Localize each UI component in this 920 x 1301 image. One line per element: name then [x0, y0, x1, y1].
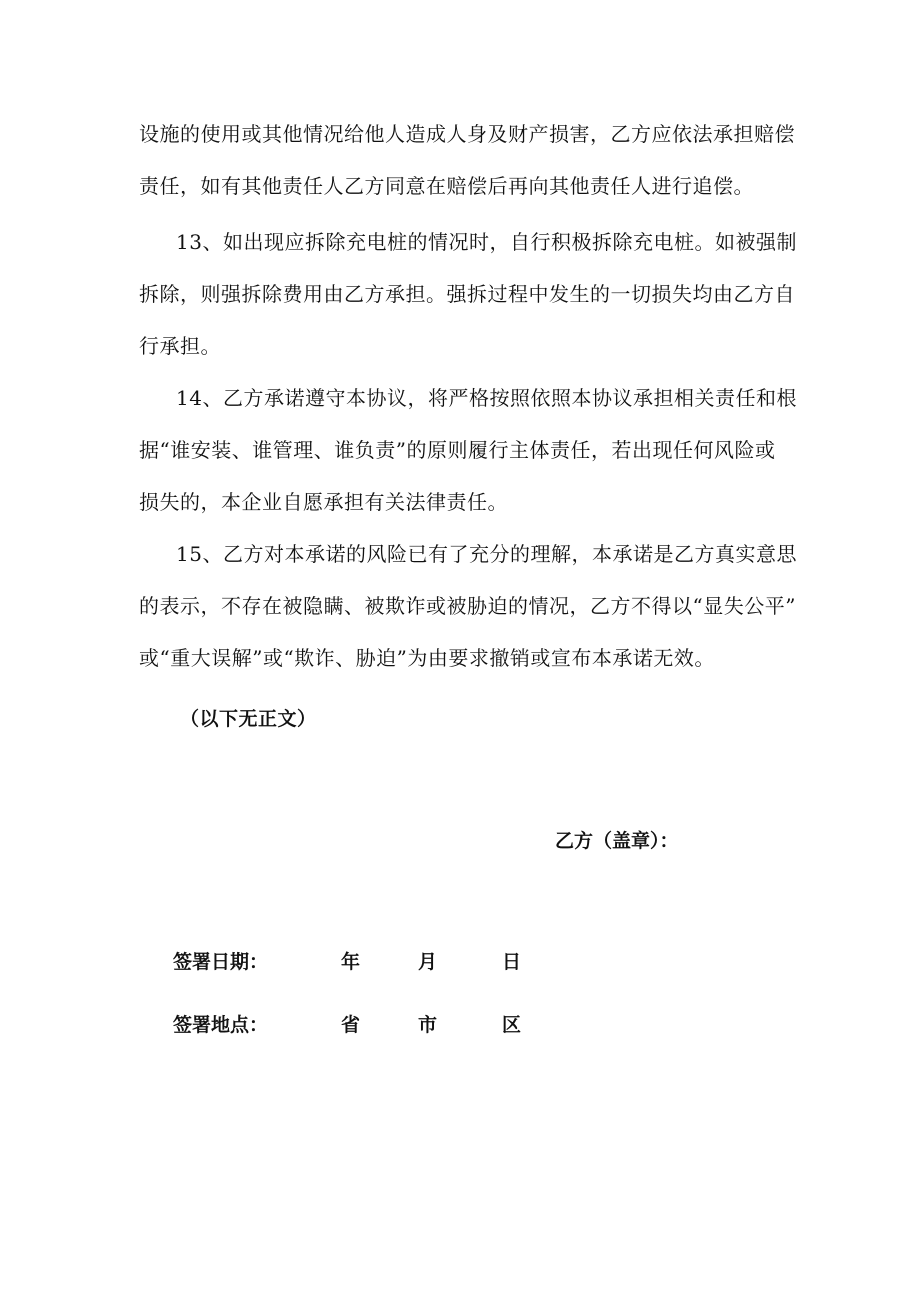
paragraph-13-line-2: 拆除，则强拆除费用由乙方承担。强拆过程中发生的一切损失均由乙方自 — [139, 282, 795, 306]
sign-place-label: 签署地点： — [173, 1014, 269, 1036]
paragraph-12-line-2: 责任，如有其他责任人乙方同意在赔偿后再向其他责任人进行追偿。 — [139, 174, 754, 198]
paragraph-15-line-1: 15、乙方对本承诺的风险已有了充分的理解，本承诺是乙方真实意思 — [176, 542, 797, 566]
paragraph-15-line-2: 的表示，不存在被隐瞒、被欺诈或被胁迫的情况，乙方不得以“显失公平” — [139, 594, 796, 618]
paragraph-13-line-1: 13、如出现应拆除充电桩的情况时，自行积极拆除充电桩。如被强制 — [176, 230, 797, 254]
sign-place-city: 市 — [418, 1014, 438, 1036]
paragraph-14-line-2: 据“谁安装、谁管理、谁负责”的原则履行主体责任，若出现任何风险或 — [139, 438, 776, 462]
sign-date-day: 日 — [502, 951, 522, 973]
paragraph-15-line-3: 或“重大误解”或“欺诈、胁迫”为由要求撤销或宣布本承诺无效。 — [139, 646, 715, 670]
paragraph-13-line-3: 行承担。 — [139, 334, 221, 358]
paragraph-14-line-3: 损失的，本企业自愿承担有关法律责任。 — [139, 490, 508, 514]
end-note: （以下无正文） — [180, 708, 317, 730]
paragraph-14-line-1: 14、乙方承诺遵守本协议，将严格按照依照本协议承担相关责任和根 — [176, 386, 797, 410]
sign-place-district: 区 — [502, 1014, 522, 1036]
sign-date-month: 月 — [418, 951, 438, 973]
paragraph-12-line-1: 设施的使用或其他情况给他人造成人身及财产损害，乙方应依法承担赔偿 — [139, 122, 795, 146]
sign-place-province: 省 — [341, 1014, 361, 1036]
sign-date-year: 年 — [341, 951, 361, 973]
sign-date-label: 签署日期： — [173, 951, 269, 973]
party-seal-label: 乙方（盖章）： — [555, 830, 679, 852]
